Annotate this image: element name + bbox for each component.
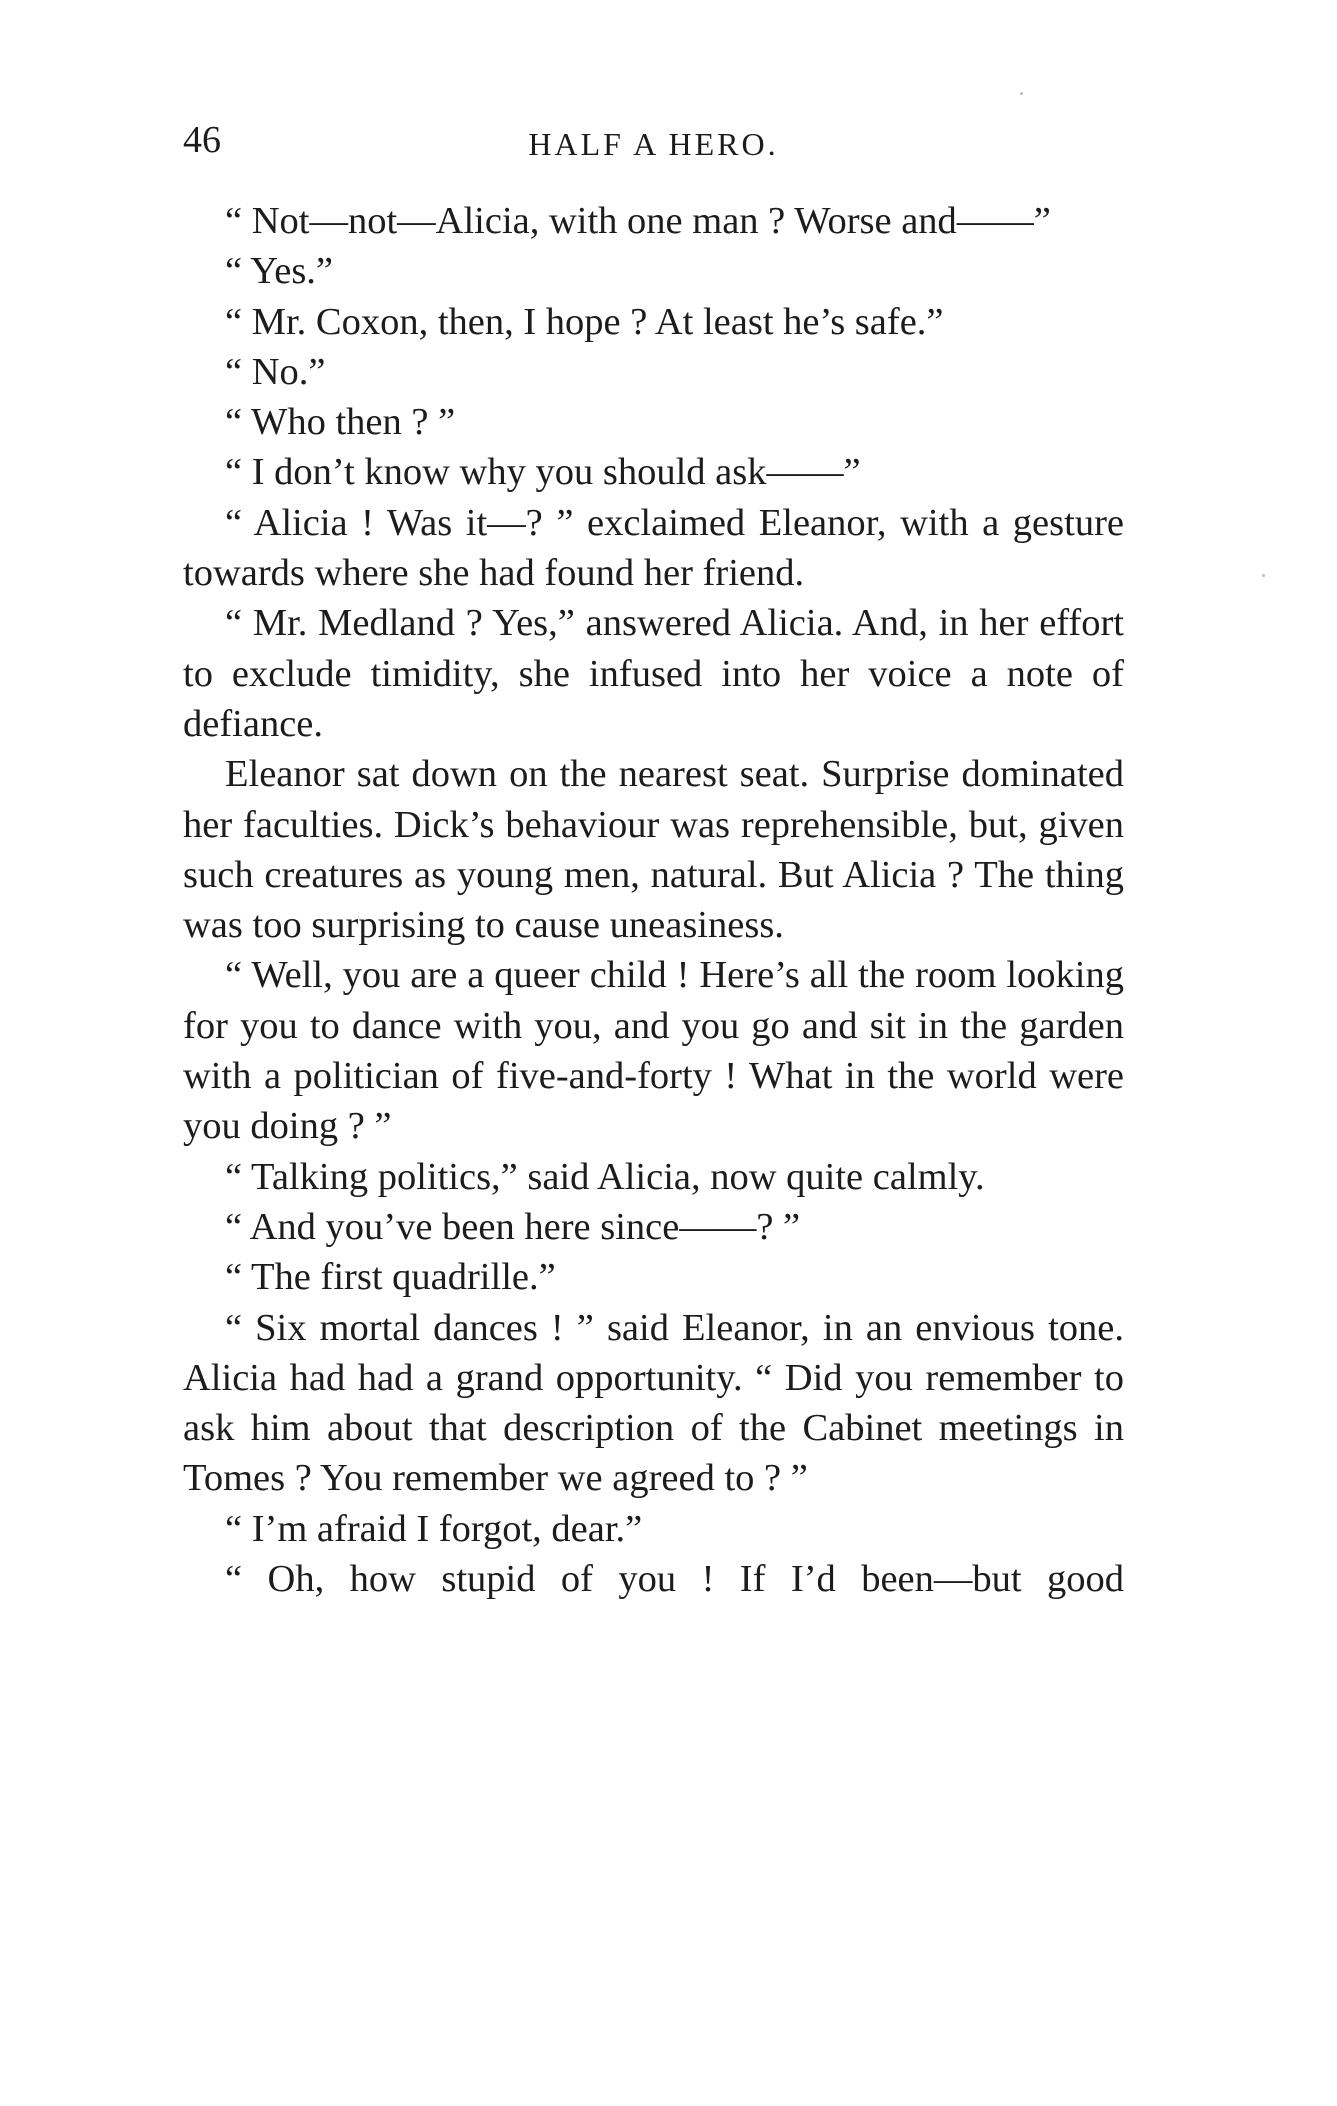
paragraph: “ Well, you are a queer child ! Here’s all the room looking for you to dance with you, and you go and sit in the garden with a politician of five-and-forty ! What in the world were you doing ? ” (183, 954, 1124, 1148)
paragraph: “ Mr. Coxon, then, I hope ? At least he’s safe.” (225, 300, 944, 343)
paper-speck (1020, 92, 1023, 95)
paragraph: “ Alicia ! Was it—? ” exclaimed Eleanor, with a gesture towards where she had found her friend. (183, 501, 1124, 595)
paragraph: Eleanor sat down on the nearest seat. Surprise dominated her faculties. Dick’s behaviour was reprehensible, but, given such creatures as young men, natural. But Alicia ? The thing was too surprising to cause uneasiness. (183, 753, 1124, 947)
paper-speck (1262, 574, 1265, 577)
paragraph: “ Six mortal dances ! ” said Eleanor, in an envious tone. Alicia had had a grand opportunity. “ Did you remember to ask him about that description of the Cabinet meetings in Tomes ? You remember we agreed to ? ” (183, 1306, 1124, 1500)
body-text (183, 196, 1124, 1604)
paragraph: “ Who then ? ” (225, 401, 456, 444)
paragraph: “ Oh, how stupid of you ! If I’d been—but good (225, 1558, 1124, 1601)
page-number: 46 (183, 119, 221, 161)
paragraph: “ And you’ve been here since——? ” (225, 1205, 801, 1248)
paragraph: “ Mr. Medland ? Yes,” answered Alicia. And, in her effort to exclude timidity, she infused into her voice a note of defiance. (183, 602, 1124, 745)
paragraph: “ I don’t know why you should ask——” (225, 451, 861, 494)
paragraph: “ The first quadrille.” (225, 1256, 556, 1299)
paragraph: “ I’m afraid I forgot, dear.” (225, 1507, 643, 1550)
running-title: HALF A HERO. (528, 126, 779, 162)
paragraph: “ Yes.” (225, 250, 334, 293)
paragraph: “ No.” (225, 350, 326, 393)
page-header (183, 118, 1124, 168)
paragraph: “ Not—not—Alicia, with one man ? Worse and——” (225, 200, 1051, 242)
paragraph: “ Talking politics,” said Alicia, now quite calmly. (225, 1155, 985, 1198)
